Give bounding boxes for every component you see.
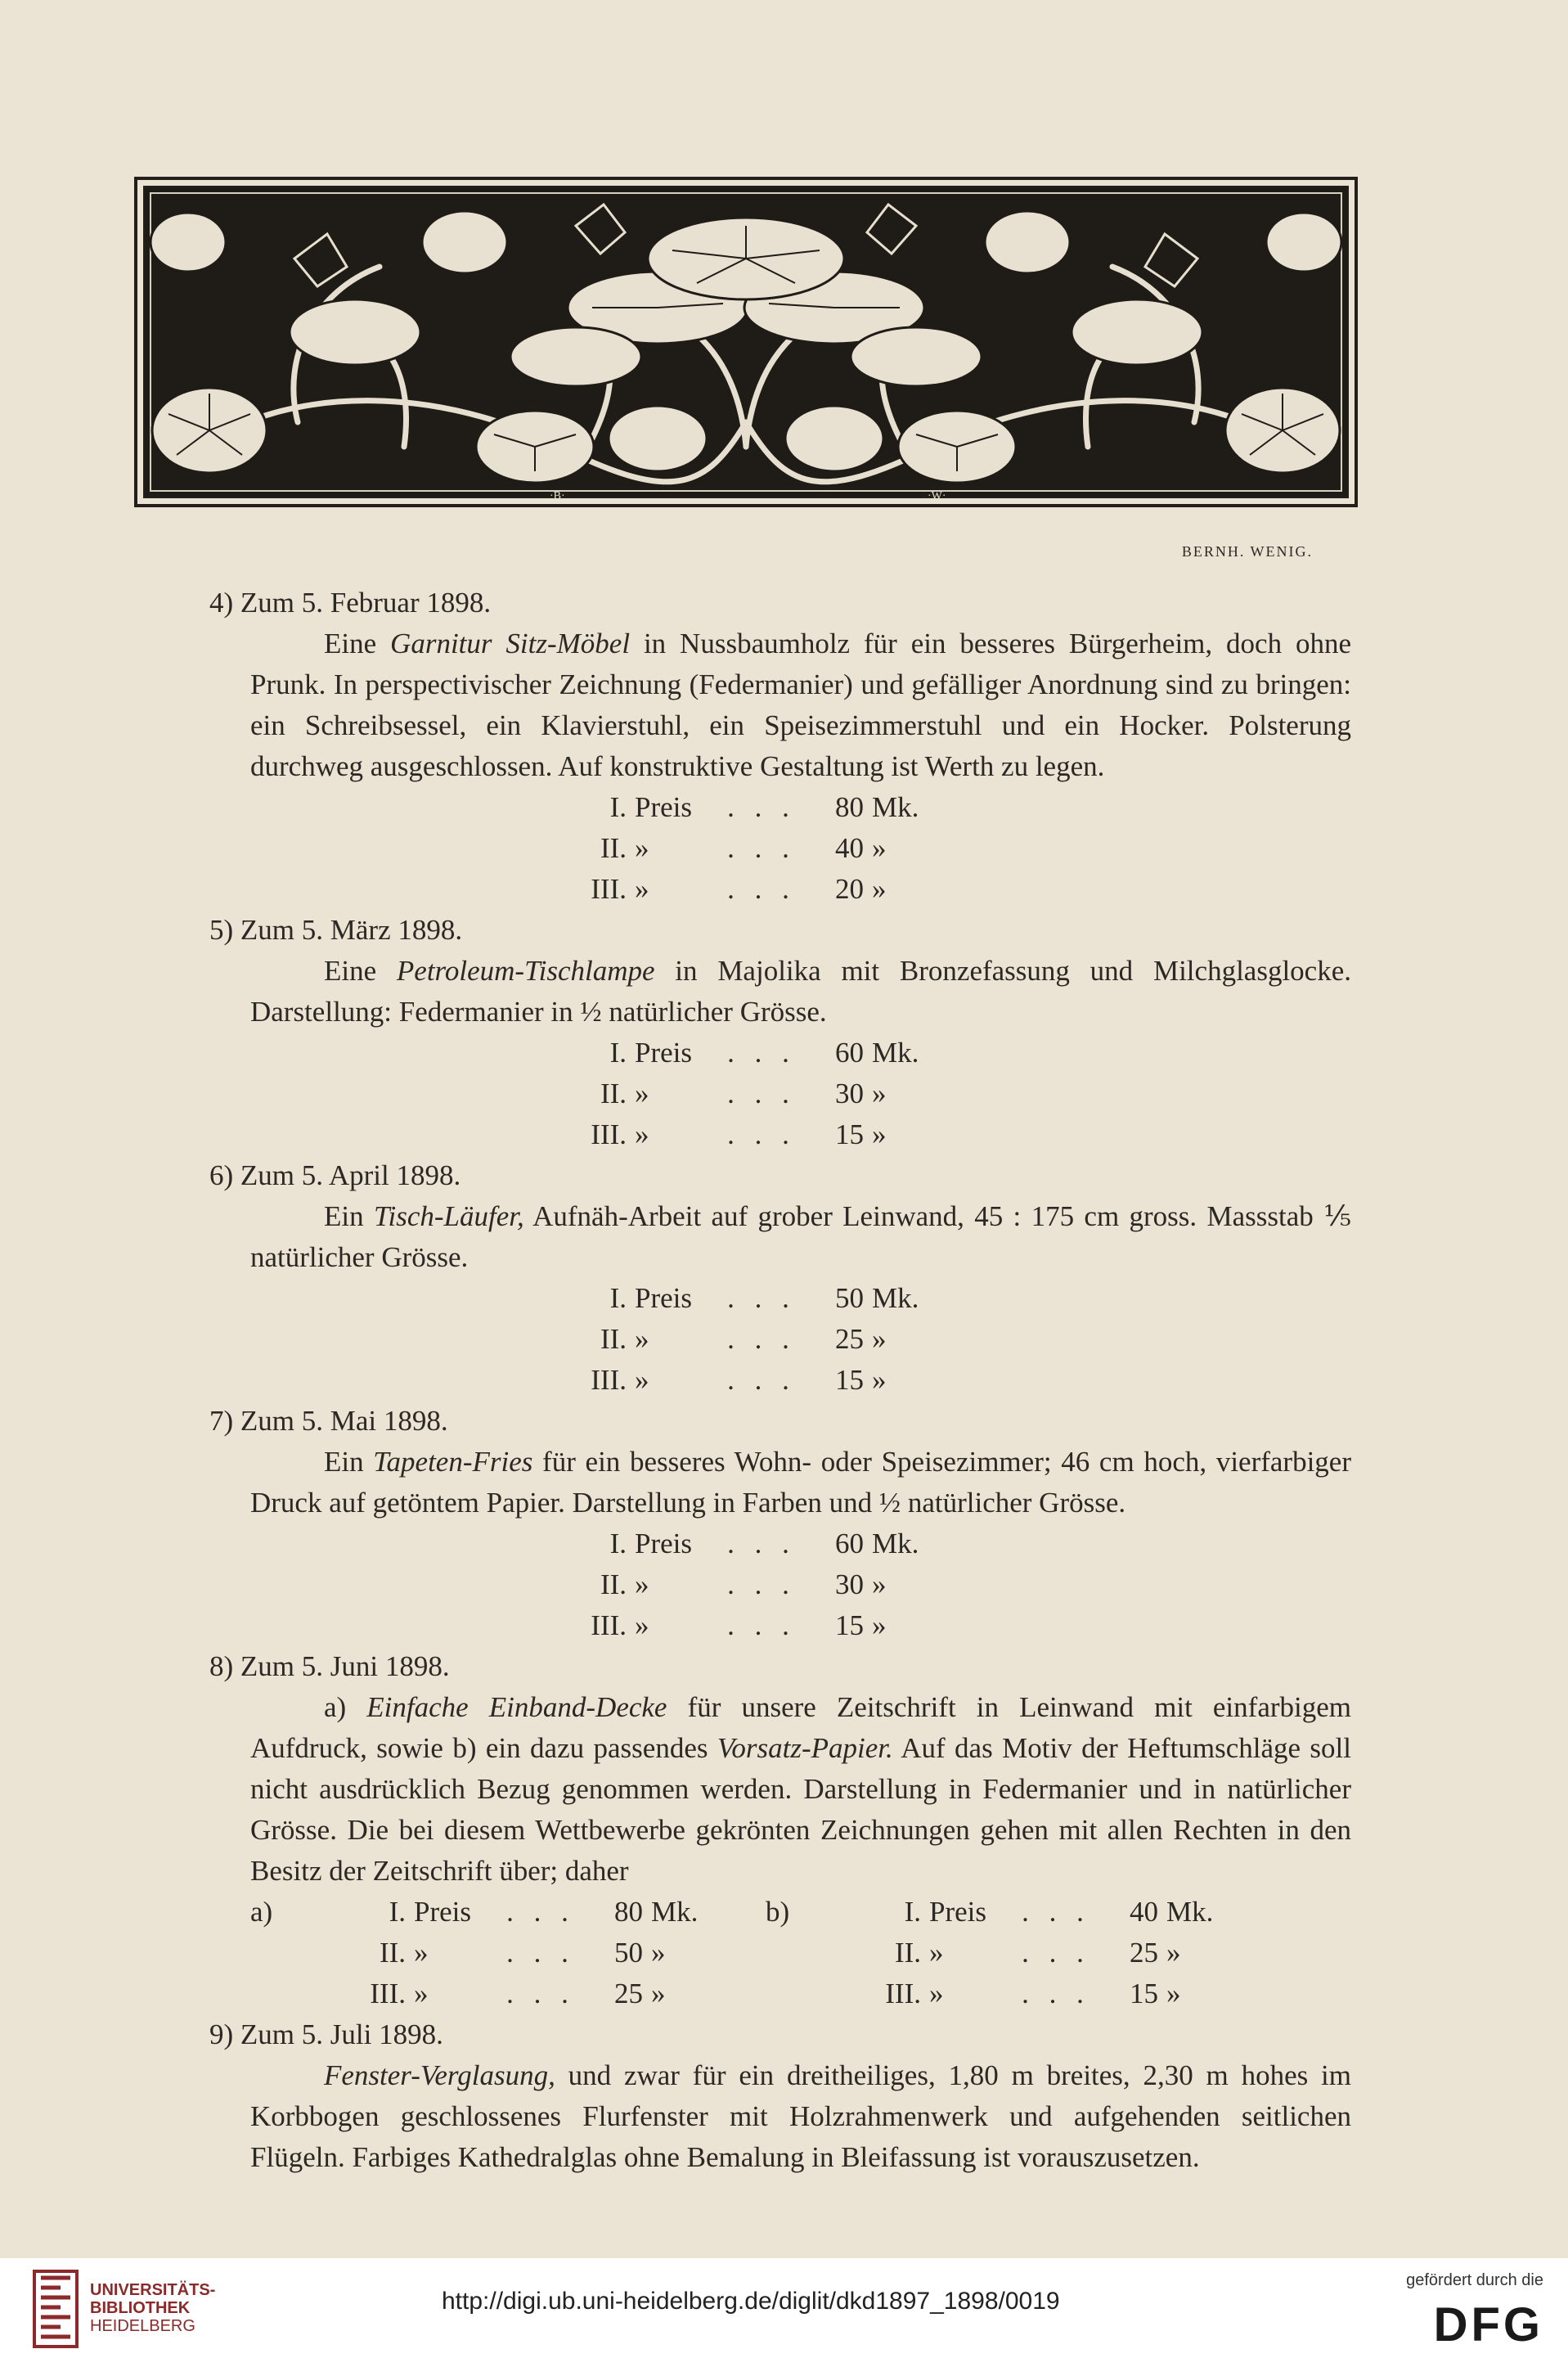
document-body xyxy=(209,583,1352,2178)
prize-row: III. » . . . 15 » xyxy=(591,1118,887,1150)
item-heading: 9) Zum 5. Juli 1898. xyxy=(209,2018,443,2050)
item-description: Ein Tapeten-Fries für ein besseres Wohn- oder Speisezimmer; 46 cm hoch, vierfarbiger Druck auf getöntem Papier. Darstellung in Farben und ½ natürlicher Grösse. xyxy=(250,1446,1351,1519)
competition-item xyxy=(209,910,1351,1155)
competition-item xyxy=(209,1646,1351,2014)
prize-columns xyxy=(250,1892,1351,2014)
item-description: a) Einfache Einband-Decke für unsere Zeitschrift in Leinwand mit einfarbigem Aufdruck, sowie b) ein dazu passendes Vorsatz-Papier. Auf das Motiv der Heftumschläge soll nicht ausdrücklich Bezug genommen werden. Darstellung in Federmanier und in natürlicher Grösse. Die bei diesem Wettbewerbe gekrönten Zeichnungen gehen mit allen Rechten in den Besitz der Zeitschrift über; daher xyxy=(250,1691,1351,1887)
source-url-link[interactable]: http://digi.ub.uni-heidelberg.de/diglit/dkd1897_1898/0019 xyxy=(442,2288,1060,2315)
prize-row: II. » . . . 40 » xyxy=(600,832,887,864)
vignette-initial-w: ·W· xyxy=(928,490,946,502)
library-logo-icon xyxy=(33,2270,79,2348)
item-description: Ein Tisch-Läufer, Aufnäh-Arbeit auf grober Leinwand, 45 : 175 cm gross. Massstab ⅕ natürlicher Grösse. xyxy=(250,1200,1351,1273)
prize-table xyxy=(299,1892,790,2014)
funding-caption: gefördert durch die xyxy=(1406,2271,1543,2289)
prize-table xyxy=(520,1033,1351,1155)
prize-row: I. Preis . . . 80 Mk. xyxy=(389,1896,699,1928)
competition-item xyxy=(209,2014,1351,2178)
library-name: UNIVERSITÄTS- BIBLIOTHEK HEIDELBERG xyxy=(90,2281,216,2335)
prize-column-a xyxy=(250,1892,790,2014)
nasturtium-vignette xyxy=(134,177,1358,507)
prize-row: II. » . . . 30 » xyxy=(600,1568,887,1600)
competition-item xyxy=(209,1155,1351,1401)
prize-table xyxy=(520,1278,1351,1401)
item-description: Eine Garnitur Sitz-Möbel in Nussbaumholz für ein besseres Bürgerheim, doch ohne Prunk. In perspectivischer Zeichnung (Federmanier) und gefälliger Anordnung sind zu bringen: ein Schreibsessel, ein Klavierstuhl, ein Speisezimmerstuhl und ein Hocker. Polsterung durchweg ausgeschlossen. Auf konstruktive Gestaltung ist Werth zu legen. xyxy=(250,628,1352,782)
prize-row: III. » . . . 15 » xyxy=(591,1364,887,1396)
prize-row: III. » . . . 20 » xyxy=(591,873,887,905)
item-description: Eine Petroleum-Tischlampe in Majolika mit Bronzefassung und Milchglasglocke. Darstellung: Federmanier in ½ natürlicher Grösse. xyxy=(250,955,1351,1028)
prize-row: II. » . . . 30 » xyxy=(600,1078,887,1109)
column-label: a) xyxy=(250,1896,273,1928)
prize-row: I. Preis . . . 60 Mk. xyxy=(609,1528,919,1559)
competition-item xyxy=(209,583,1352,910)
prize-row: III. » . . . 15 » xyxy=(885,1978,1181,2009)
item-heading: 8) Zum 5. Juni 1898. xyxy=(209,1650,450,1682)
item-heading: 7) Zum 5. Mai 1898. xyxy=(209,1405,448,1437)
item-heading: 6) Zum 5. April 1898. xyxy=(209,1159,461,1191)
prize-table xyxy=(520,787,1351,910)
dfg-logo: DFG xyxy=(1433,2298,1543,2351)
prize-row: III. » . . . 15 » xyxy=(591,1609,887,1641)
item-heading: 4) Zum 5. Februar 1898. xyxy=(209,587,492,619)
viewer-footer xyxy=(0,2258,1568,2358)
item-heading: 5) Zum 5. März 1898. xyxy=(209,914,463,946)
vignette-initial-b: ·B· xyxy=(550,490,565,502)
prize-row: II. » . . . 50 » xyxy=(379,1937,666,1969)
prize-row: I. Preis . . . 80 Mk. xyxy=(609,791,919,823)
competition-item xyxy=(209,1401,1351,1646)
column-label: b) xyxy=(766,1896,790,1928)
artist-credit: BERNH. WENIG. xyxy=(1181,543,1313,560)
prize-row: I. Preis . . . 50 Mk. xyxy=(609,1282,919,1314)
item-description: Fenster-Verglasung, und zwar für ein dreitheiliges, 1,80 m breites, 2,30 m hohes im Korbbogen geschlossenes Flurfenster mit Holzrahmenwerk und aufgehenden seitlichen Flügeln. Farbiges Kathedralglas ohne Bemalung in Bleifassung ist vorauszusetzen. xyxy=(250,2059,1351,2173)
prize-row: II. » . . . 25 » xyxy=(600,1323,887,1355)
prize-table xyxy=(815,1892,1305,2014)
prize-column-b xyxy=(766,1892,1305,2014)
prize-row: II. » . . . 25 » xyxy=(894,1937,1181,1969)
prize-row: I. Preis . . . 60 Mk. xyxy=(609,1037,919,1069)
prize-row: III. » . . . 25 » xyxy=(370,1978,666,2009)
prize-row: I. Preis . . . 40 Mk. xyxy=(904,1896,1214,1928)
prize-table xyxy=(520,1523,1351,1646)
